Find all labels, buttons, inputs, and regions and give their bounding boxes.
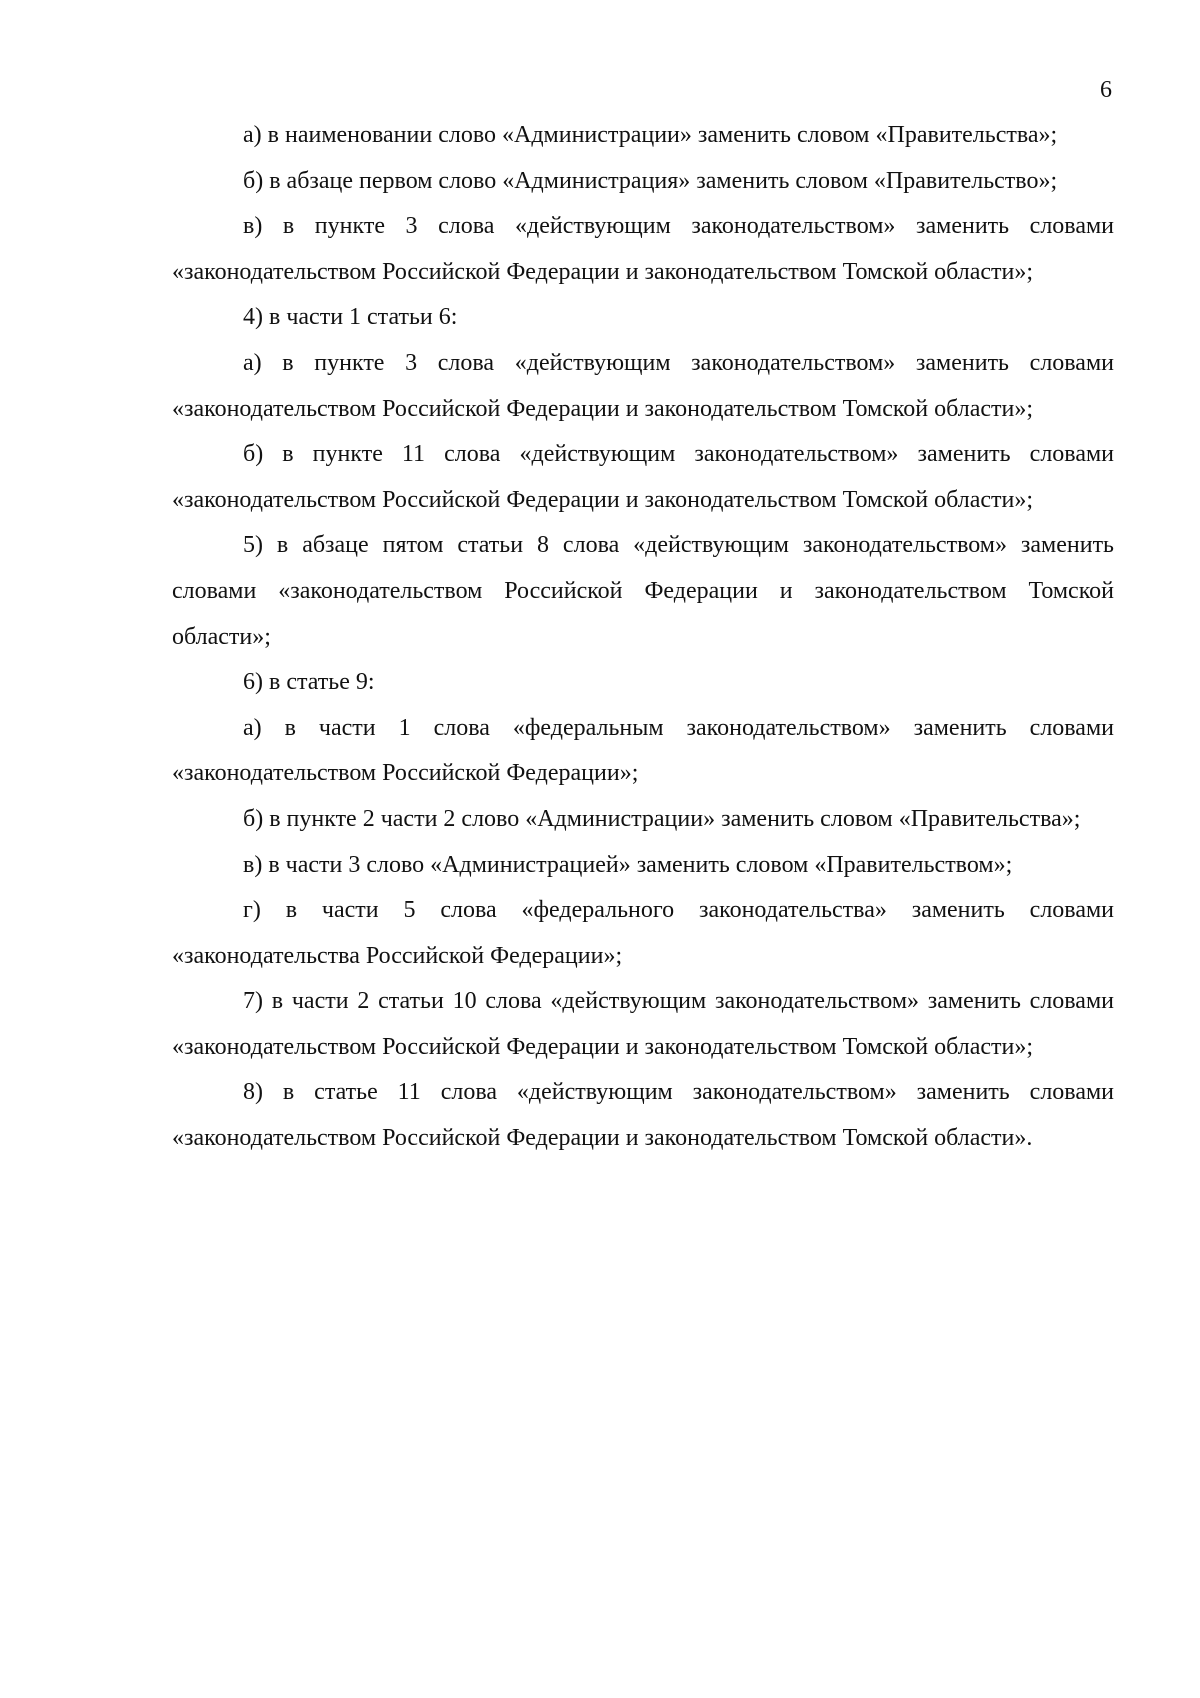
paragraph: а) в части 1 слова «федеральным законодательством» заменить словами «законодательством Российской Федерации»;	[172, 714, 1114, 787]
paragraph: б) в абзаце первом слово «Администрация» заменить словом «Правительство»;	[243, 167, 1058, 194]
paragraph: а) в пункте 3 слова «действующим законодательством» заменить словами «законодательством Российской Федерации и законодательством Томской области»;	[172, 349, 1114, 422]
paragraph: в) в части 3 слово «Администрацией» заменить словом «Правительством»;	[243, 851, 1013, 878]
paragraph: 4) в части 1 статьи 6:	[243, 304, 458, 331]
paragraph: 6) в статье 9:	[243, 669, 375, 696]
paragraph: 8) в статье 11 слова «действующим законодательством» заменить словами «законодательством Российской Федерации и законодательством Томской области».	[172, 1079, 1114, 1152]
paragraph: б) в пункте 11 слова «действующим законодательством» заменить словами «законодательством Российской Федерации и законодательством Томской области»;	[172, 441, 1114, 513]
paragraph: б) в пункте 2 части 2 слово «Администрации» заменить словом «Правительства»;	[243, 805, 1081, 832]
paragraph: 5) в абзаце пятом статьи 8 слова «действующим законодательством» заменить словами «законодательством Российской Федерации и законодательством Томской области»;	[172, 532, 1114, 650]
paragraph: в) в пункте 3 слова «действующим законодательством» заменить словами «законодательством Российской Федерации и законодательством Томской области»;	[172, 213, 1114, 285]
document-body	[172, 113, 1114, 1162]
paragraph: а) в наименовании слово «Администрации» заменить словом «Правительства»;	[243, 122, 1058, 148]
page-number: 6	[1100, 77, 1112, 103]
paragraph: г) в части 5 слова «федерального законодательства» заменить словами «законодательства Российской Федерации»;	[172, 897, 1114, 969]
paragraph: 7) в части 2 статьи 10 слова «действующим законодательством» заменить словами «законодательством Российской Федерации и законодательством Томской области»;	[172, 988, 1114, 1060]
